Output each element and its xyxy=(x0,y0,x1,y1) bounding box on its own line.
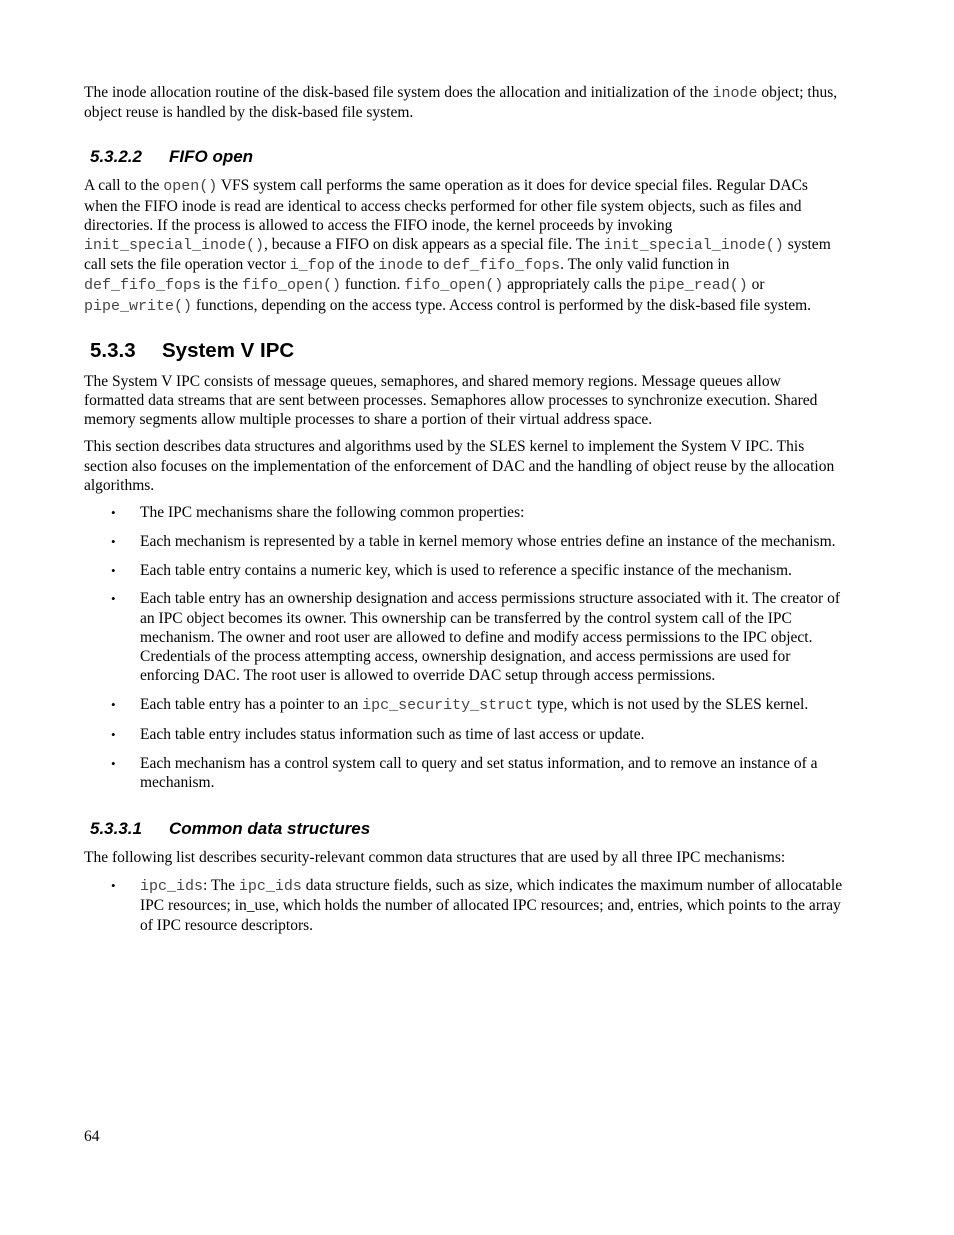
section-number: 5.3.3.1 xyxy=(90,819,142,839)
code-inode: inode xyxy=(378,257,424,275)
list-item xyxy=(84,589,844,685)
list-item xyxy=(84,561,844,580)
list-item-text: The IPC mechanisms share the following common properties: xyxy=(140,504,525,522)
list-item-text: Each table entry has a pointer to an xyxy=(140,696,363,714)
list-item xyxy=(84,876,844,935)
code-pipe-read: pipe_read() xyxy=(648,277,748,295)
bullet-icon: • xyxy=(111,505,116,521)
code-fifo-open: fifo_open() xyxy=(404,277,504,295)
list-item xyxy=(84,725,844,744)
code-fifo-open: fifo_open() xyxy=(241,277,341,295)
body-text: . The only valid function in xyxy=(560,256,730,274)
body-text: system call sets the file operation vector xyxy=(84,236,831,274)
heading-fifo-open xyxy=(90,147,844,167)
section-title: Common data structures xyxy=(169,819,371,839)
bullet-icon: • xyxy=(111,533,116,549)
body-text: function. xyxy=(340,276,405,294)
bullet-icon: • xyxy=(111,726,116,742)
list-item-text: Each mechanism has a control system call to query and set status information, and to remove an instance of a mechanism. xyxy=(140,754,818,791)
intro-text: The inode allocation routine of the disk-based file system does the allocation and initialization of the xyxy=(84,84,713,101)
body-text: of the xyxy=(334,256,379,274)
code-ipc-ids: ipc_ids xyxy=(238,878,302,896)
body-text: or xyxy=(747,276,765,294)
bullet-icon: • xyxy=(111,755,116,771)
section-title: System V IPC xyxy=(162,338,295,362)
code-def-fifo-fops: def_fifo_fops xyxy=(84,277,202,295)
code-i-fop: i_fop xyxy=(289,257,335,275)
body-text: appropriately calls the xyxy=(503,276,649,294)
code-open: open() xyxy=(163,178,218,196)
section-number: 5.3.2.2 xyxy=(90,147,142,167)
code-init-special-inode: init_special_inode() xyxy=(84,237,265,255)
body-text: is the xyxy=(201,276,242,294)
list-item xyxy=(84,754,844,792)
list-item-text: Each mechanism is represented by a table in kernel memory whose entries define an instance of the mechanism. xyxy=(140,532,836,550)
code-def-fifo-fops: def_fifo_fops xyxy=(443,257,561,275)
list-item xyxy=(84,503,844,522)
list-item xyxy=(84,695,844,715)
list-item-text: Each table entry has an ownership designation and access permissions structure associated with it. The creator of an IPC object becomes its owner. This ownership can be transferred by the control system call of the IPC mechanism. The owner and root user are allowed to define and modify access permissions to the IPC object. Credentials of the process attempting access, ownership designation, and access permissions are used for enforcing DAC. The root user is allowed to override DAC setup through access permissions. xyxy=(140,590,841,685)
ipc-paragraph-1: The System V IPC consists of message queues, semaphores, and shared memory regions. Message queues allow formatted data streams that are sent between processes. Semaphores allow processes to synchronize execution. Shared memory segments allow multiple processes to share a portion of their virtual address space. xyxy=(84,372,818,429)
body-text: A call to the xyxy=(84,177,164,195)
body-text: to xyxy=(423,256,444,274)
body-text: VFS system call performs the same operation as it does for device special files. Regular DACs when the FIFO inode is read are identical to access checks performed for other file system objects, such as files and directories. If the process is allowed to access the FIFO inode, the kernel proceeds by invoking xyxy=(84,177,808,234)
section-title: FIFO open xyxy=(169,147,254,167)
list-item-text: : The xyxy=(203,877,239,895)
body-text: functions, depending on the access type. Access control is performed by the disk-based file system. xyxy=(192,296,812,314)
common-paragraph: The following list describes security-relevant common data structures that are used by all three IPC mechanisms: xyxy=(84,849,786,867)
bullet-icon: • xyxy=(111,878,116,894)
code-init-special-inode: init_special_inode() xyxy=(603,237,784,255)
bullet-icon: • xyxy=(111,591,116,607)
list-item xyxy=(84,532,844,551)
heading-common-data-structures xyxy=(90,819,844,839)
ipc-paragraph-2: This section describes data structures and algorithms used by the SLES kernel to implement the System V IPC. This section also focuses on the implementation of the enforcement of DAC and the handling of object reuse by the allocation algorithms. xyxy=(84,438,835,494)
body-text: , because a FIFO on disk appears as a special file. The xyxy=(264,236,604,254)
list-item-text: data structure fields, such as size, which indicates the maximum number of allocatable IPC resources; in_use, which holds the number of allocated IPC resources; and, entries, which points to the array of IPC resource descriptors. xyxy=(140,877,843,934)
common-structures-list xyxy=(84,876,844,935)
code-ipc-security-struct: ipc_security_struct xyxy=(362,697,534,715)
bullet-icon: • xyxy=(111,697,116,713)
intro-paragraph xyxy=(84,83,844,122)
page-number: 64 xyxy=(84,1128,100,1145)
code-pipe-write: pipe_write() xyxy=(84,297,193,315)
section-number: 5.3.3 xyxy=(90,338,136,362)
list-item-text: Each table entry includes status information such as time of last access or update. xyxy=(140,725,645,743)
fifo-open-paragraph xyxy=(84,176,844,315)
code-ipc-ids: ipc_ids xyxy=(140,878,204,896)
intro-text: object; thus, object reuse is handled by the disk-based file system. xyxy=(84,84,838,122)
list-item-text: Each table entry contains a numeric key, which is used to reference a specific instance of the mechanism. xyxy=(140,561,792,579)
heading-system-v-ipc xyxy=(90,339,844,363)
document-page xyxy=(84,83,844,944)
ipc-properties-list xyxy=(84,503,844,792)
list-item-text: type, which is not used by the SLES kernel. xyxy=(533,696,809,714)
ipc-section xyxy=(84,372,844,495)
bullet-icon: • xyxy=(111,562,116,578)
code-inode: inode xyxy=(712,85,758,102)
